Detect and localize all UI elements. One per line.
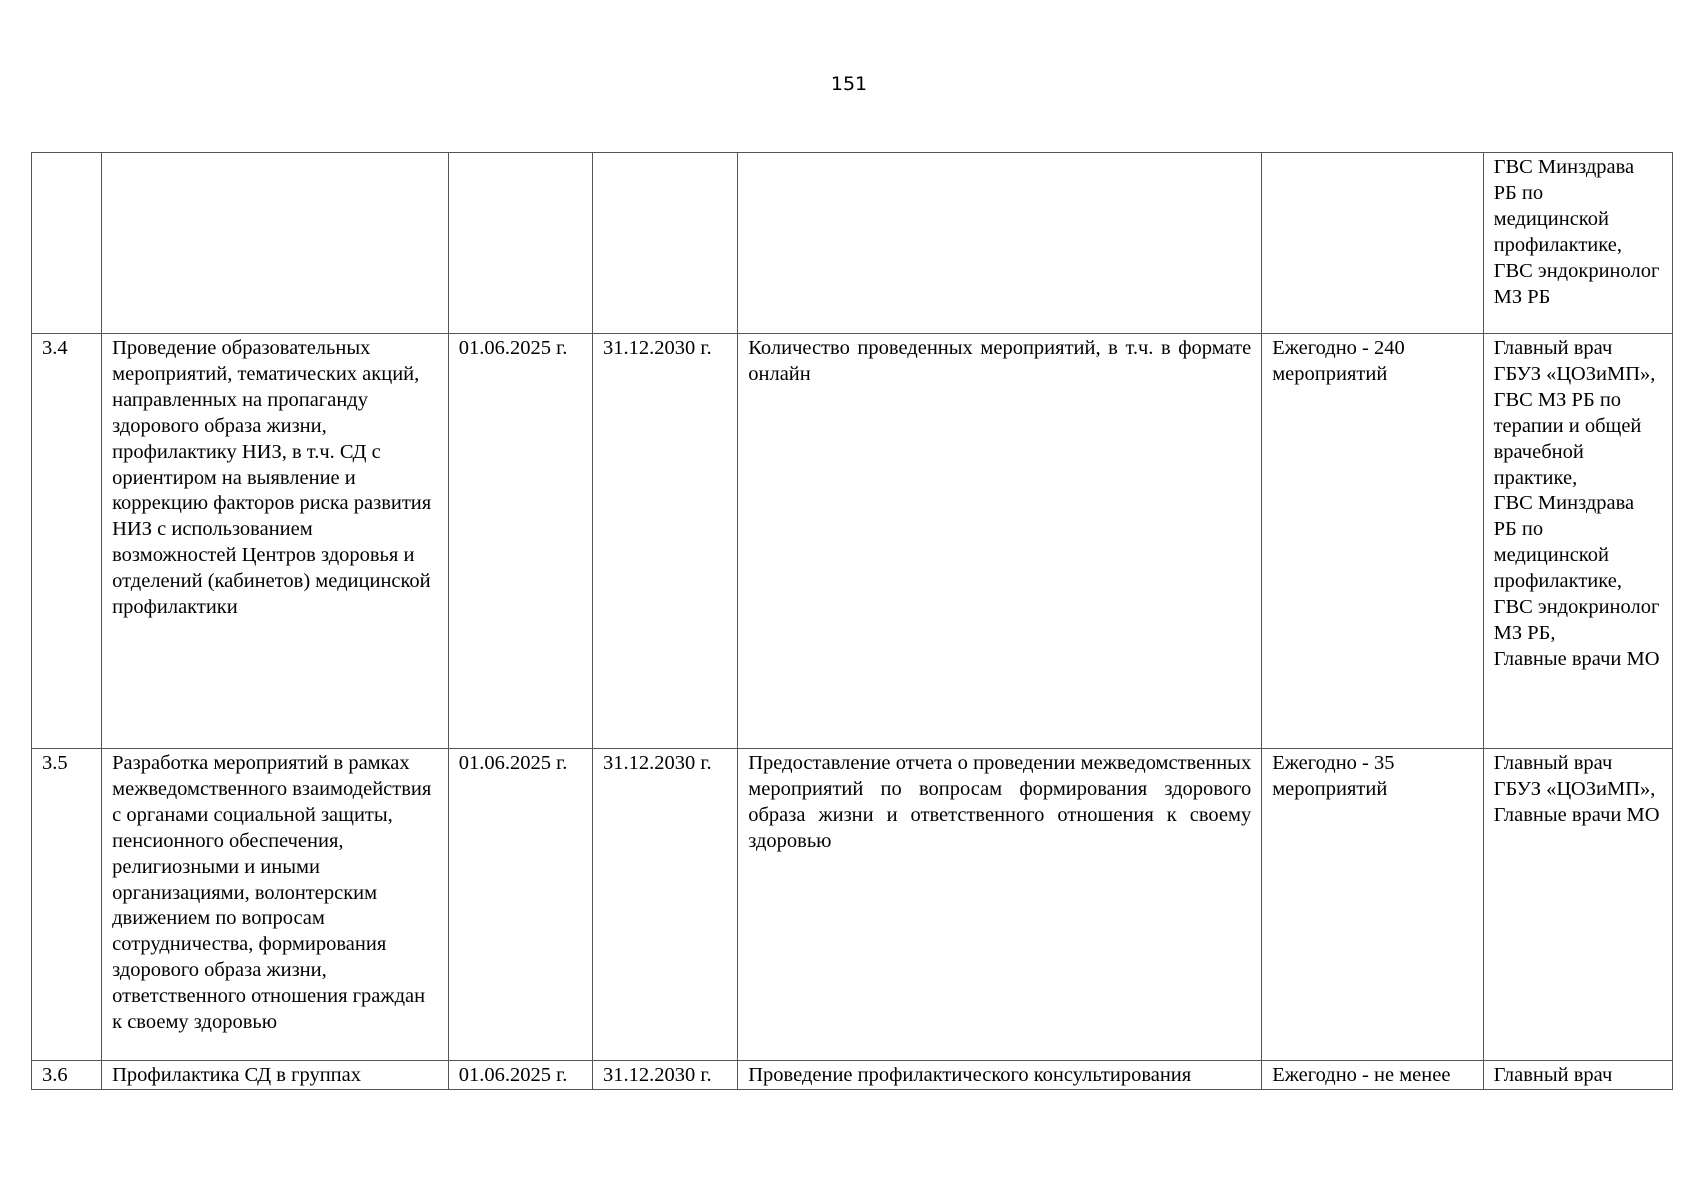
table-row — [32, 749, 1673, 1061]
responsible-line: Главные врачи МО — [1493, 803, 1660, 826]
page-number: 151 — [830, 73, 868, 95]
table-row — [32, 1061, 1673, 1090]
row-number-cell: 3.6 — [32, 1061, 102, 1090]
responsible-cell — [1483, 334, 1672, 749]
table-row — [32, 153, 1673, 334]
responsible-line: ГВС Минздрава РБ по медицинской профилактике, — [1493, 156, 1635, 256]
responsible-line: ГВС МЗ РБ по терапии и общей врачебной практике, — [1493, 388, 1642, 489]
table-row — [32, 334, 1673, 749]
indicator-cell: Предоставление отчета о проведении межведомственных мероприятий по вопросам формирования здорового образа жизни и ответственного отношения к своему здоровью — [738, 749, 1262, 1061]
row-number-cell: 3.5 — [32, 749, 102, 1061]
end-date-cell: 31.12.2030 г. — [593, 749, 738, 1061]
indicator-cell: Количество проведенных мероприятий, в т.ч. в формате онлайн — [738, 334, 1262, 749]
end-date-cell: 31.12.2030 г. — [593, 1061, 738, 1090]
indicator-cell: Проведение профилактического консультирования — [738, 1061, 1262, 1090]
responsible-cell — [1483, 153, 1672, 334]
responsible-line: Главные врачи МО — [1493, 647, 1660, 670]
activity-cell — [102, 153, 449, 334]
indicator-cell — [738, 153, 1262, 334]
activity-cell: Разработка мероприятий в рамках межведомственного взаимодействия с органами социальной защиты, пенсионного обеспечения, религиозными и иными организациями, волонтерским движением по вопросам сотрудничества, формирования здорового образа жизни, ответственного отношения граждан к своему здоровью — [102, 749, 449, 1061]
activity-cell: Профилактика СД в группах — [102, 1061, 449, 1090]
responsible-line: Главный врач ГБУЗ «ЦОЗиМП», — [1493, 337, 1656, 385]
start-date-cell: 01.06.2025 г. — [448, 749, 592, 1061]
responsible-cell — [1483, 749, 1672, 1061]
start-date-cell — [448, 153, 592, 334]
target-cell: Ежегодно - 35 мероприятий — [1262, 749, 1483, 1061]
responsible-line: ГВС эндокринолог МЗ РБ, — [1493, 596, 1660, 644]
responsible-line: ГВС Минздрава РБ по медицинской профилактике, — [1493, 492, 1635, 593]
row-number-cell — [32, 153, 102, 334]
responsible-line: ГВС эндокринолог МЗ РБ — [1493, 259, 1660, 308]
target-cell: Ежегодно - не менее — [1262, 1061, 1483, 1090]
start-date-cell: 01.06.2025 г. — [448, 1061, 592, 1090]
responsible-cell — [1483, 1061, 1672, 1090]
end-date-cell: 31.12.2030 г. — [593, 334, 738, 749]
target-cell: Ежегодно - 240 мероприятий — [1262, 334, 1483, 749]
end-date-cell — [593, 153, 738, 334]
plan-table — [31, 152, 1673, 1090]
activity-cell: Проведение образовательных мероприятий, тематических акций, направленных на пропаганду здорового образа жизни, профилактику НИЗ, в т.ч. СД с ориентиром на выявление и коррекцию факторов риска развития НИЗ с использованием возможностей Центров здоровья и отделений (кабинетов) медицинской профилактики — [102, 334, 449, 749]
responsible-line: Главный врач — [1493, 1064, 1613, 1086]
row-number-cell: 3.4 — [32, 334, 102, 749]
target-cell — [1262, 153, 1483, 334]
responsible-line: Главный врач ГБУЗ «ЦОЗиМП», — [1493, 752, 1656, 800]
start-date-cell: 01.06.2025 г. — [448, 334, 592, 749]
